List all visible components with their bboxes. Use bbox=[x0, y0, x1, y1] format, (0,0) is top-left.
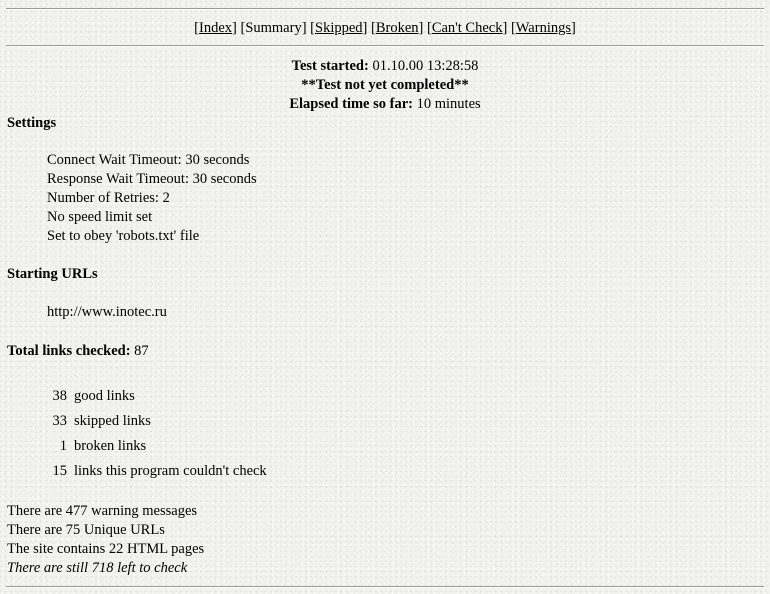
table-row bbox=[47, 459, 267, 484]
setting-robots: Set to obey 'robots.txt' file bbox=[47, 228, 200, 244]
unchecked-links-count: 15 bbox=[52, 463, 67, 479]
elapsed-time-label: Elapsed time so far: bbox=[289, 96, 413, 112]
report-nav: [Index] [Summary] [Skipped] [Broken] [Can't Check] [Warnings] bbox=[194, 20, 576, 36]
nav-link-cant-check[interactable]: Can't Check bbox=[431, 20, 503, 36]
link-counts-table bbox=[47, 384, 267, 484]
starting-urls-heading: Starting URLs bbox=[7, 266, 98, 282]
remaining-line: There are still 718 left to check bbox=[7, 560, 188, 576]
starting-url: http://www.inotec.ru bbox=[47, 304, 167, 320]
starting-url-list bbox=[47, 303, 167, 322]
good-links-label: good links bbox=[74, 388, 135, 404]
broken-links-label: broken links bbox=[74, 438, 147, 454]
good-links-count: 38 bbox=[52, 388, 67, 404]
test-started-label: Test started: bbox=[291, 58, 369, 74]
elapsed-time-line bbox=[0, 95, 770, 114]
elapsed-time-value: 10 minutes bbox=[416, 96, 481, 112]
html-pages-line: The site contains 22 HTML pages bbox=[7, 541, 205, 557]
summary-footer bbox=[7, 502, 204, 578]
nav-item-summary: Summary bbox=[245, 20, 302, 36]
nav-link-skipped[interactable]: Skipped bbox=[315, 20, 363, 36]
warning-count-line: There are 477 warning messages bbox=[7, 503, 198, 519]
settings-list bbox=[47, 151, 257, 246]
test-started-line bbox=[0, 57, 770, 76]
setting-response-timeout: Response Wait Timeout: 30 seconds bbox=[47, 171, 257, 187]
test-not-completed: **Test not yet completed** bbox=[301, 77, 469, 93]
table-row bbox=[47, 434, 267, 459]
bottom-divider bbox=[6, 586, 764, 588]
skipped-links-label: skipped links bbox=[74, 413, 151, 429]
test-started-value: 01.10.00 13:28:58 bbox=[372, 58, 479, 74]
total-links-label: Total links checked: bbox=[7, 343, 131, 359]
settings-heading: Settings bbox=[7, 115, 57, 131]
total-links-line bbox=[7, 342, 149, 361]
total-links-value: 87 bbox=[134, 343, 149, 359]
top-divider bbox=[6, 8, 764, 10]
setting-connect-timeout: Connect Wait Timeout: 30 seconds bbox=[47, 152, 250, 168]
table-row bbox=[47, 384, 267, 409]
setting-retries: Number of Retries: 2 bbox=[47, 190, 170, 206]
unique-urls-line: There are 75 Unique URLs bbox=[7, 522, 165, 538]
nav-divider bbox=[6, 45, 764, 47]
setting-speed-limit: No speed limit set bbox=[47, 209, 153, 225]
skipped-links-count: 33 bbox=[52, 413, 67, 429]
unchecked-links-label: links this program couldn't check bbox=[74, 463, 267, 479]
nav-link-broken[interactable]: Broken bbox=[375, 20, 419, 36]
test-not-completed-line bbox=[0, 76, 770, 95]
broken-links-count: 1 bbox=[59, 438, 67, 454]
nav-link-warnings[interactable]: Warnings bbox=[515, 20, 571, 36]
table-row bbox=[47, 409, 267, 434]
nav-link-index[interactable]: Index bbox=[199, 20, 233, 36]
test-status bbox=[0, 57, 770, 114]
